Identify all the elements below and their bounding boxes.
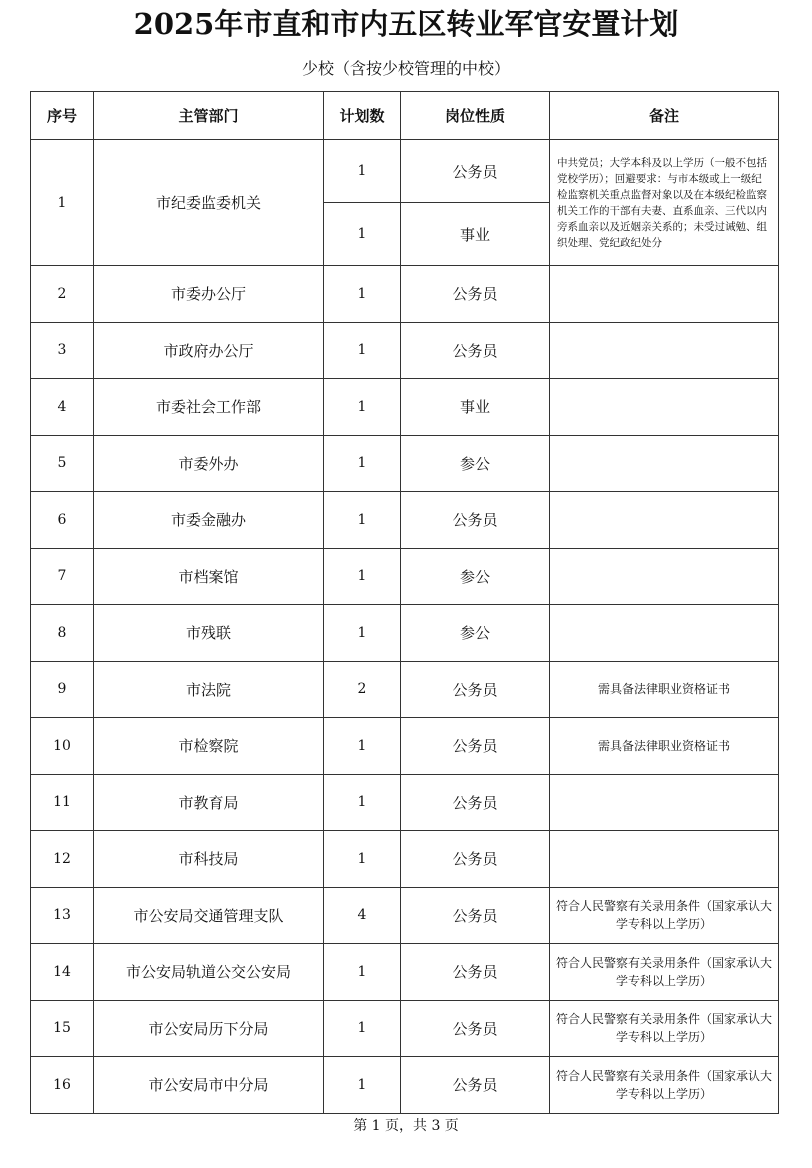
- row-index: 9: [31, 661, 94, 718]
- row-quota: 1: [324, 944, 401, 1001]
- row-index: 6: [31, 492, 94, 549]
- row-department: 市档案馆: [94, 548, 324, 605]
- row-index: 2: [31, 266, 94, 323]
- row-index: 13: [31, 887, 94, 944]
- row-department: 市公安局历下分局: [94, 1000, 324, 1057]
- row-index: 10: [31, 718, 94, 775]
- row-index: 11: [31, 774, 94, 831]
- row-nature: 公务员: [401, 831, 550, 888]
- row-quota: 1: [324, 435, 401, 492]
- table-row: [31, 1057, 779, 1114]
- table-header: [31, 92, 779, 140]
- table-row: [31, 140, 779, 203]
- row-remark: 中共党员；大学本科及以上学历（一般不包括党校学历）；回避要求：与市本级或上一级纪检监察机关重点监督对象以及在本级纪检监察机关工作的干部有夫妻、直系血亲、三代以内旁系血亲以及近姻亲关系的；未受过诫勉、组织处理、党纪政纪处分: [550, 140, 779, 266]
- row-nature: 参公: [401, 605, 550, 662]
- row-department: 市公安局交通管理支队: [94, 887, 324, 944]
- row-index: 8: [31, 605, 94, 662]
- table-row: [31, 266, 779, 323]
- table-row: [31, 944, 779, 1001]
- row-nature: 参公: [401, 435, 550, 492]
- row-quota: 1: [324, 548, 401, 605]
- table-row: [31, 492, 779, 549]
- row-quota: 1: [324, 1000, 401, 1057]
- row-index: 12: [31, 831, 94, 888]
- row-remark: 需具备法律职业资格证书: [550, 718, 779, 775]
- row-index: 3: [31, 322, 94, 379]
- page-footer: 第 1 页，共 3 页: [353, 1118, 459, 1134]
- row-nature: 公务员: [401, 661, 550, 718]
- row-remark: [550, 605, 779, 662]
- row-nature: 公务员: [401, 322, 550, 379]
- row-department: 市委外办: [94, 435, 324, 492]
- table-row: [31, 774, 779, 831]
- table-row: [31, 322, 779, 379]
- row-nature: 公务员: [401, 140, 550, 203]
- row-quota: 1: [324, 379, 401, 436]
- placement-plan-table: [30, 91, 779, 1114]
- row-quota: 1: [324, 831, 401, 888]
- row-department: 市委社会工作部: [94, 379, 324, 436]
- table-row: [31, 831, 779, 888]
- row-department: 市纪委监委机关: [94, 140, 324, 266]
- row-department: 市委金融办: [94, 492, 324, 549]
- row-quota: 2: [324, 661, 401, 718]
- table-row: [31, 605, 779, 662]
- row-index: 5: [31, 435, 94, 492]
- header-department: 主管部门: [94, 92, 324, 140]
- row-department: 市委办公厅: [94, 266, 324, 323]
- row-quota: 1: [324, 605, 401, 662]
- row-remark: 符合人民警察有关录用条件（国家承认大学专科以上学历）: [550, 887, 779, 944]
- row-nature: 事业: [401, 203, 550, 266]
- table-row: [31, 887, 779, 944]
- row-nature: 事业: [401, 379, 550, 436]
- row-nature: 参公: [401, 548, 550, 605]
- row-department: 市科技局: [94, 831, 324, 888]
- row-nature: 公务员: [401, 718, 550, 775]
- row-nature: 公务员: [401, 887, 550, 944]
- row-quota: 1: [324, 140, 401, 203]
- row-quota: 1: [324, 266, 401, 323]
- row-nature: 公务员: [401, 944, 550, 1001]
- row-remark: [550, 831, 779, 888]
- row-remark: [550, 435, 779, 492]
- row-remark: 符合人民警察有关录用条件（国家承认大学专科以上学历）: [550, 1000, 779, 1057]
- table-row: [31, 548, 779, 605]
- row-index: 4: [31, 379, 94, 436]
- table-body: [31, 140, 779, 1114]
- table-row: [31, 379, 779, 436]
- row-remark: [550, 322, 779, 379]
- header-index: 序号: [31, 92, 94, 140]
- row-remark: [550, 548, 779, 605]
- document-title: 2025年市直和市内五区转业军官安置计划: [133, 7, 679, 41]
- row-remark: [550, 492, 779, 549]
- row-department: 市公安局市中分局: [94, 1057, 324, 1114]
- row-department: 市残联: [94, 605, 324, 662]
- row-remark: 符合人民警察有关录用条件（国家承认大学专科以上学历）: [550, 1057, 779, 1114]
- row-quota: 1: [324, 718, 401, 775]
- table-row: [31, 661, 779, 718]
- row-remark: 符合人民警察有关录用条件（国家承认大学专科以上学历）: [550, 944, 779, 1001]
- table-row: [31, 1000, 779, 1057]
- row-department: 市政府办公厅: [94, 322, 324, 379]
- row-remark: [550, 266, 779, 323]
- row-nature: 公务员: [401, 1057, 550, 1114]
- row-quota: 1: [324, 322, 401, 379]
- row-remark: [550, 774, 779, 831]
- row-department: 市教育局: [94, 774, 324, 831]
- row-remark: [550, 379, 779, 436]
- row-quota: 1: [324, 492, 401, 549]
- header-nature: 岗位性质: [401, 92, 550, 140]
- row-nature: 公务员: [401, 266, 550, 323]
- row-quota: 4: [324, 887, 401, 944]
- header-quota: 计划数: [324, 92, 401, 140]
- row-quota: 1: [324, 774, 401, 831]
- row-remark: 需具备法律职业资格证书: [550, 661, 779, 718]
- row-nature: 公务员: [401, 774, 550, 831]
- document-subtitle: 少校（含按少校管理的中校）: [301, 59, 510, 78]
- row-department: 市公安局轨道公交公安局: [94, 944, 324, 1001]
- row-nature: 公务员: [401, 492, 550, 549]
- row-quota: 1: [324, 1057, 401, 1114]
- row-nature: 公务员: [401, 1000, 550, 1057]
- row-quota: 1: [324, 203, 401, 266]
- row-index: 7: [31, 548, 94, 605]
- row-department: 市检察院: [94, 718, 324, 775]
- row-index: 16: [31, 1057, 94, 1114]
- row-index: 1: [31, 140, 94, 266]
- table-row: [31, 435, 779, 492]
- row-department: 市法院: [94, 661, 324, 718]
- table-row: [31, 718, 779, 775]
- header-remark: 备注: [550, 92, 779, 140]
- row-index: 15: [31, 1000, 94, 1057]
- row-index: 14: [31, 944, 94, 1001]
